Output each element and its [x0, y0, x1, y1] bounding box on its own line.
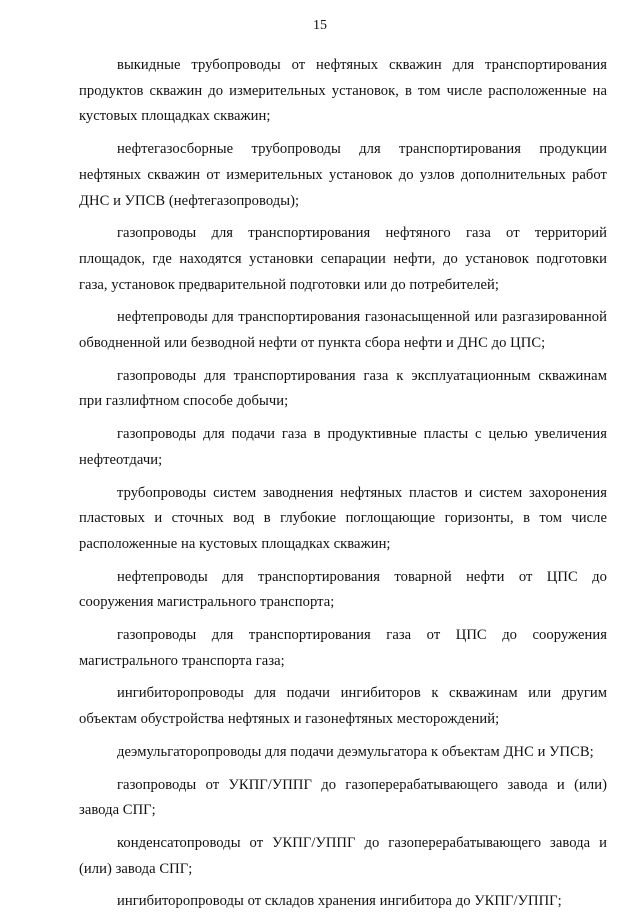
paragraph-inhibitor-pipelines: ингибиторопроводы для подачи ингибиторов к скважинам или другим объектам обустройства нефтяных и газонефтяных месторождений;: [79, 685, 607, 728]
paragraph-gas-pipelines-from-ukpg: газопроводы от УКПГ/УППГ до газоперерабатывающего завода и (или) завода СПГ;: [79, 776, 607, 819]
paragraph-oil-pipelines-to-cps: нефтепроводы для транспортирования газонасыщенной или разгазированной обводненной или безводной нефти от пункта сбора нефти и ДНС до ЦПС;: [79, 309, 607, 352]
paragraph-flowline-pipelines: выкидные трубопроводы от нефтяных скважин для транспортирования продуктов скважин до измерительных установок, в том числе расположенные на кустовых площадках скважин;: [79, 57, 607, 125]
page-number: 15: [313, 18, 327, 33]
paragraph-waterflooding-pipelines: трубопроводы систем заводнения нефтяных пластов и систем захоронения пластовых и сточных вод в глубокие поглощающие горизонты, в том числе расположенные на кустовых площадках скважин;: [79, 484, 607, 552]
paragraph-gas-pipelines-from-cps: газопроводы для транспортирования газа от ЦПС до сооружения магистрального транспорта газа;: [79, 627, 607, 669]
paragraph-commercial-oil-pipelines: нефтепроводы для транспортирования товарной нефти от ЦПС до сооружения магистрального транспорта;: [79, 568, 607, 611]
paragraph-gas-injection-pipelines: газопроводы для подачи газа в продуктивные пласты с целью увеличения нефтеотдачи;: [79, 426, 607, 468]
paragraph-inhibitor-pipelines-from-storage: ингибиторопроводы от складов хранения ингибитора до УКПГ/УППГ;: [117, 893, 562, 910]
paragraph-condensate-pipelines: конденсатопроводы от УКПГ/УППГ до газоперерабатывающего завода и (или) завода СПГ;: [79, 834, 607, 877]
document-body: [79, 53, 607, 922]
paragraph-demulsifier-pipelines: деэмульгаторопроводы для подачи деэмульгатора к объектам ДНС и УПСВ;: [117, 743, 594, 760]
paragraph-oil-gas-gathering-pipelines: нефтегазосборные трубопроводы для транспортирования продукции нефтяных скважин от измерительных установок до узлов дополнительных работ ДНС и УПСВ (нефтегазопроводы);: [79, 141, 607, 209]
paragraph-oil-gas-pipelines: газопроводы для транспортирования нефтяного газа от территорий площадок, где находятся установки сепарации нефти, до установок подготовки газа, установок предварительной подготовки или до потребителей;: [79, 225, 607, 293]
paragraph-gas-lift-pipelines: газопроводы для транспортирования газа к эксплуатационным скважинам при газлифтном способе добычи;: [79, 367, 607, 410]
